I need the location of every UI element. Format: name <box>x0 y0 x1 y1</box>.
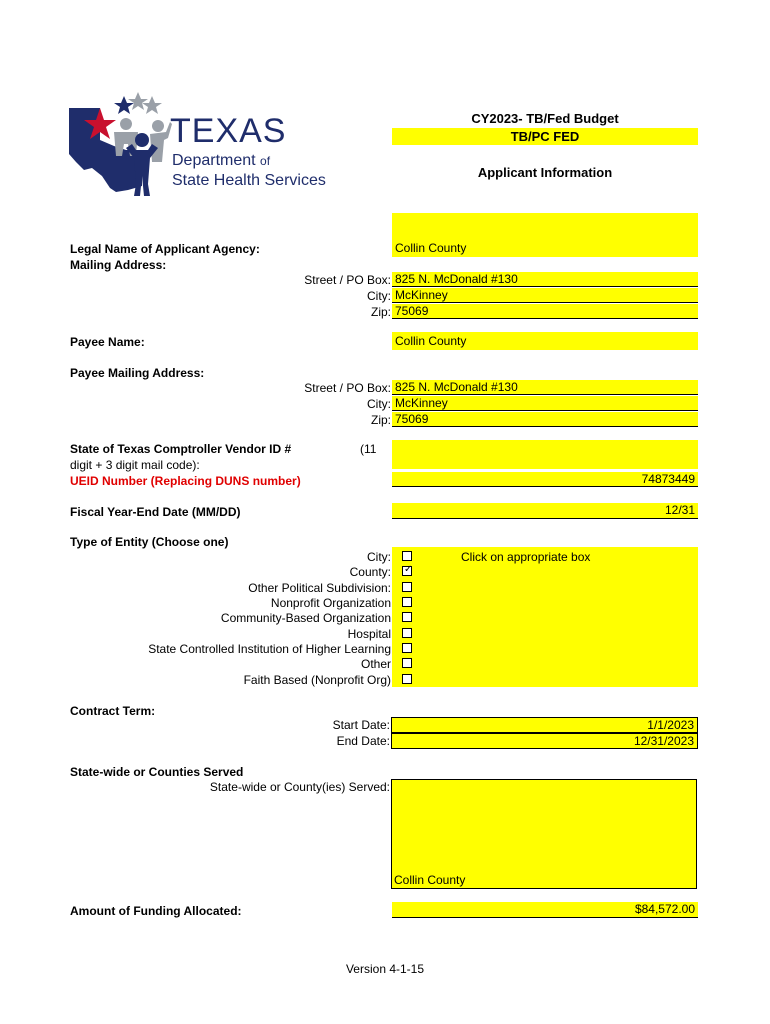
applicant-street-field[interactable]: 825 N. McDonald #130 <box>392 272 698 287</box>
vendor-id-field[interactable] <box>392 440 698 469</box>
page-subtitle: TB/PC FED <box>392 128 698 145</box>
funding-field[interactable]: $84,572.00 <box>392 902 698 918</box>
payee-mailing-label: Payee Mailing Address: <box>70 366 205 380</box>
counties-served-value: Collin County <box>394 873 466 887</box>
counties-served-field[interactable] <box>391 779 697 889</box>
entity-checkbox-county[interactable] <box>402 566 412 576</box>
entity-checkbox-other[interactable] <box>402 658 412 668</box>
logo-department-text: Department <box>172 152 256 169</box>
entity-option-city-label: City: <box>367 550 391 564</box>
version-text: Version 4-1-15 <box>345 962 425 976</box>
page-title: CY2023- TB/Fed Budget <box>471 111 619 126</box>
payee-street-label: Street / PO Box: <box>304 381 391 395</box>
mailing-address-label: Mailing Address: <box>70 258 167 272</box>
end-date-label: End Date: <box>336 734 390 748</box>
logo-texas-text: TEXAS <box>170 112 287 150</box>
applicant-city-field[interactable]: McKinney <box>392 288 698 303</box>
legal-name-value: Collin County <box>395 241 467 255</box>
payee-city-label: City: <box>367 397 391 411</box>
entity-checkbox-nonprofit[interactable] <box>402 597 412 607</box>
counties-served-field-label: State-wide or County(ies) Served: <box>209 780 390 794</box>
applicant-city-label: City: <box>367 289 391 303</box>
logo-of-text: of <box>260 154 271 168</box>
payee-name-label: Payee Name: <box>70 335 145 349</box>
entity-option-county-label: County: <box>349 565 391 579</box>
vendor-id-paren: (11 <box>360 442 377 456</box>
entity-option-other-political-label: Other Political Subdivision: <box>248 581 391 595</box>
entity-option-community-label: Community-Based Organization <box>220 611 391 625</box>
entity-hint: Click on appropriate box <box>461 550 591 564</box>
fiscal-year-label: Fiscal Year-End Date (MM/DD) <box>70 505 241 519</box>
entity-checkbox-higher-learning[interactable] <box>402 643 412 653</box>
legal-name-label: Legal Name of Applicant Agency: <box>70 242 260 256</box>
section-title: Applicant Information <box>477 165 613 180</box>
dshs-logo <box>66 92 326 202</box>
ueid-field[interactable]: 74873449 <box>392 472 698 487</box>
payee-city-field[interactable]: McKinney <box>392 396 698 411</box>
counties-served-label: State-wide or Counties Served <box>70 765 244 779</box>
funding-label: Amount of Funding Allocated: <box>70 904 242 918</box>
payee-zip-label: Zip: <box>370 413 391 427</box>
entity-type-label: Type of Entity (Choose one) <box>70 535 229 549</box>
vendor-id-label: State of Texas Comptroller Vendor ID # <box>70 442 292 456</box>
entity-checkbox-community[interactable] <box>402 612 412 622</box>
vendor-id-label-cont: digit + 3 digit mail code): <box>70 458 200 472</box>
payee-zip-field[interactable]: 75069 <box>392 412 698 427</box>
payee-street-field[interactable]: 825 N. McDonald #130 <box>392 380 698 395</box>
entity-option-hospital-label: Hospital <box>347 627 391 641</box>
contract-term-label: Contract Term: <box>70 704 156 718</box>
start-date-label: Start Date: <box>332 718 390 732</box>
start-date-field[interactable]: 1/1/2023 <box>391 717 698 733</box>
entity-option-nonprofit-label: Nonprofit Organization <box>270 596 391 610</box>
end-date-field[interactable]: 12/31/2023 <box>391 733 698 749</box>
entity-option-faith-label: Faith Based (Nonprofit Org) <box>243 673 391 687</box>
logo-shs-text: State Health Services <box>172 172 326 189</box>
applicant-zip-label: Zip: <box>370 305 391 319</box>
ueid-label: UEID Number (Replacing DUNS number) <box>70 474 301 488</box>
entity-checkbox-city[interactable] <box>402 551 412 561</box>
entity-checkbox-faith[interactable] <box>402 674 412 684</box>
entity-option-other-label: Other <box>360 657 391 671</box>
payee-name-field[interactable]: Collin County <box>392 332 698 350</box>
fiscal-year-field[interactable]: 12/31 <box>392 503 698 519</box>
applicant-street-label: Street / PO Box: <box>304 273 391 287</box>
entity-type-panel <box>392 547 698 687</box>
entity-option-higher-learning-label: State Controlled Institution of Higher Learning <box>148 642 391 656</box>
texas-shape-icon <box>66 92 176 202</box>
entity-checkbox-hospital[interactable] <box>402 628 412 638</box>
applicant-zip-field[interactable]: 75069 <box>392 304 698 319</box>
logo-department-line <box>172 152 270 170</box>
legal-name-field[interactable] <box>392 213 698 257</box>
checkmark-icon: ✓ <box>404 564 413 575</box>
entity-checkbox-other-political[interactable] <box>402 582 412 592</box>
